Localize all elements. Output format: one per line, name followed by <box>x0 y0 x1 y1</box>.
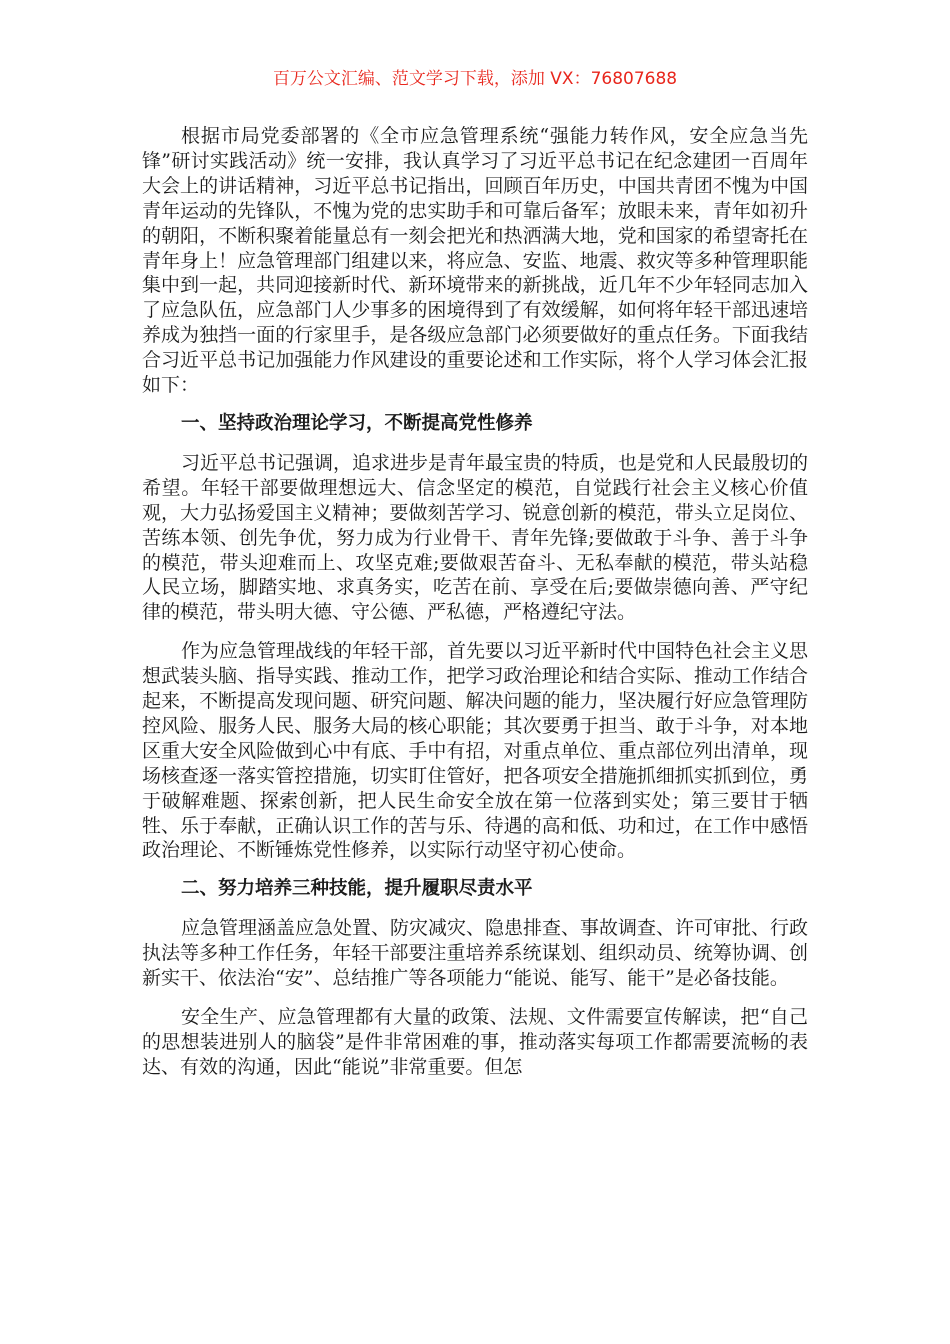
section-1-paragraph-1: 习近平总书记强调，追求进步是青年最宝贵的特质，也是党和人民最殷切的希望。年轻干部要做理想远大、信念坚定的模范，自觉践行社会主义核心价值观，大力弘扬爱国主义精神；要做刻苦学习、锐意创新的模范，带头立足岗位、苦练本领、创先争优，努力成为行业骨干、青年先锋;要做敢于斗争、善于斗争的模范，带头迎难而上、攻坚克难;要做艰苦奋斗、无私奉献的模范，带头站稳人民立场，脚踏实地、求真务实，吃苦在前、享受在后;要做崇德向善、严守纪律的模范，带头明大德、守公德、严私德，严格遵纪守法。 <box>142 451 809 624</box>
watermark-header: 百万公文汇编、范文学习下载，添加 VX：76807688 <box>272 69 678 89</box>
section-1-paragraph-2: 作为应急管理战线的年轻干部，首先要以习近平新时代中国特色社会主义思想武装头脑、指导实践、推动工作，把学习政治理论和结合实际、推动工作结合起来，不断提高发现问题、研究问题、解决问题的能力，坚决履行好应急管理防控风险、服务人民、服务大局的核心职能；其次要勇于担当、敢于斗争，对本地区重大安全风险做到心中有底、手中有招，对重点单位、重点部位列出清单，现场核查逐一落实管控措施，切实盯住管好，把各项安全措施抓细抓实抓到位，勇于破解难题、探索创新，把人民生命安全放在第一位落到实处；第三要甘于牺牲、乐于奉献，正确认识工作的苦与乐、待遇的高和低、功和过，在工作中感悟政治理论、不断锤炼党性修养，以实际行动坚守初心使命。 <box>142 640 809 862</box>
section-1-heading: 一、坚持政治理论学习，不断提高党性修养 <box>181 412 533 434</box>
section-2-paragraph-1: 应急管理涵盖应急处置、防灾减灾、隐患排查、事故调查、许可审批、行政执法等多种工作任务，年轻干部要注重培养系统谋划、组织动员、统筹协调、创新实干、依法治“安”、总结推广等各项能力“能说、能写、能干”是必备技能。 <box>142 917 809 990</box>
section-2-paragraph-2: 安全生产、应急管理都有大量的政策、法规、文件需要宣传解读，把“自己的思想装进别人的脑袋”是件非常困难的事，推动落实每项工作都需要流畅的表达、有效的沟通，因此“能说”非常重要。但怎 <box>142 1006 808 1078</box>
intro-paragraph: 根据市局党委部署的《全市应急管理系统“强能力转作风，安全应急当先锋”研讨实践活动》统一安排，我认真学习了习近平总书记在纪念建团一百周年大会上的讲话精神，习近平总书记指出，回顾百年历史，中国共青团不愧为中国青年运动的先锋队，不愧为党的忠实助手和可靠后备军；放眼未来，青年如初升的朝阳，不断积聚着能量总有一刻会把光和热洒满大地，党和国家的希望寄托在青年身上！应急管理部门组建以来，将应急、安监、地震、救灾等多种管理职能集中到一起，共同迎接新时代、新环境带来的新挑战，近几年不少年轻同志加入了应急队伍，应急部门人少事多的困境得到了有效缓解，如何将年轻干部迅速培养成为独挡一面的行家里手，是各级应急部门必须要做好的重点任务。下面我结合习近平总书记加强能力作风建设的重要论述和工作实际，将个人学习体会汇报如下： <box>142 125 808 397</box>
section-2-heading: 二、努力培养三种技能，提升履职尽责水平 <box>181 878 533 900</box>
document-body <box>142 124 808 1094</box>
